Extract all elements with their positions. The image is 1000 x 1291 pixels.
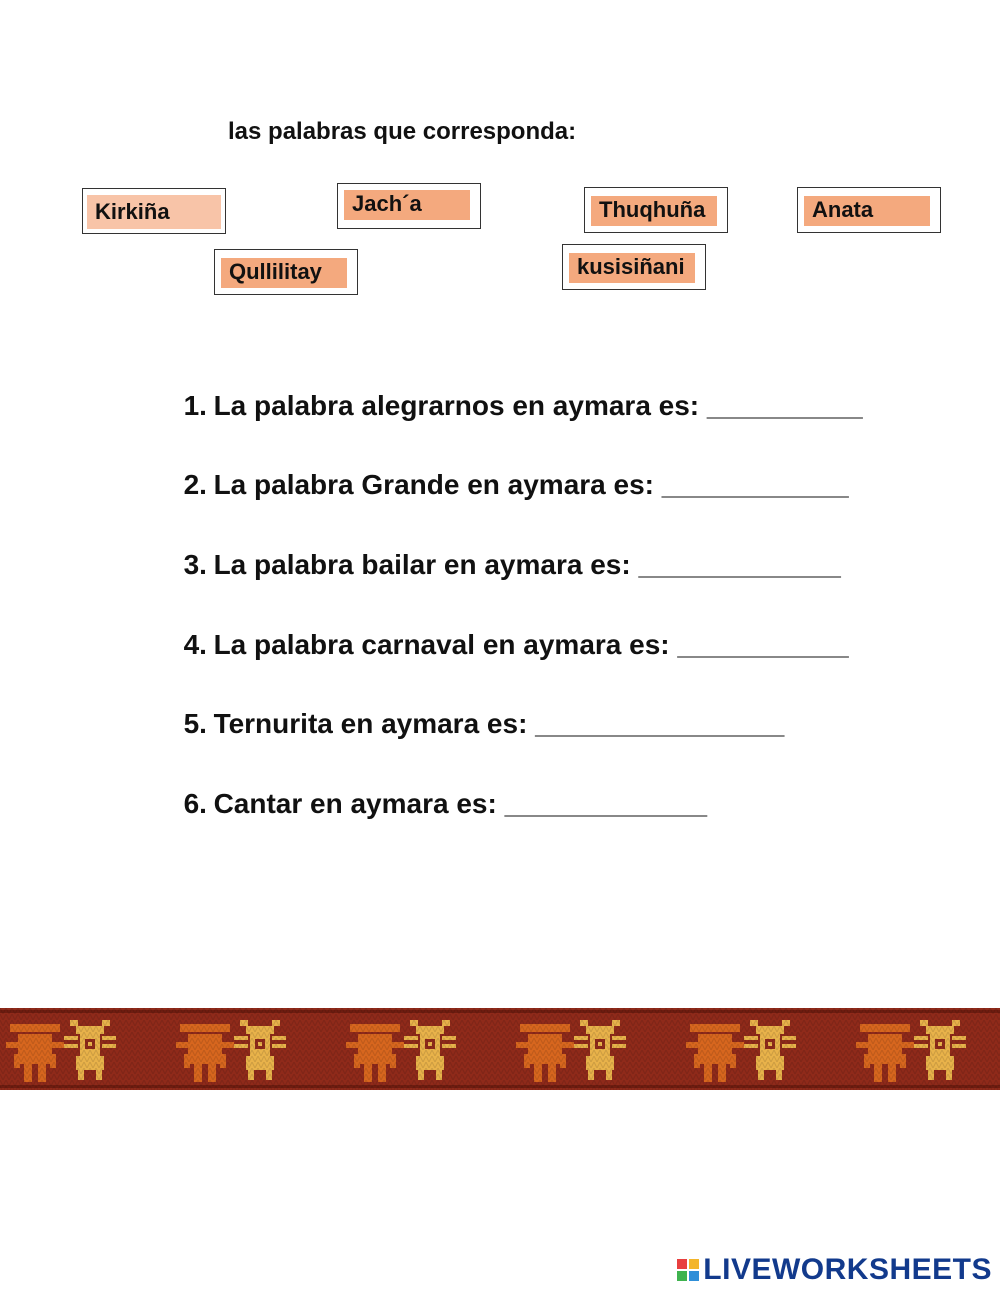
word-box-jacha[interactable] <box>337 183 481 229</box>
question-number: 2. <box>183 469 207 500</box>
question-text[interactable]: La palabra Grande en aymara es: ____________ <box>213 469 849 500</box>
question-text[interactable]: La palabra alegrarnos en aymara es: __________ <box>213 390 863 421</box>
question-text[interactable]: Ternurita en aymara es: ________________ <box>213 708 785 739</box>
logo-text: LIVEWORKSHEETS <box>703 1253 992 1286</box>
woven-pattern-band <box>0 1008 1000 1090</box>
question-number: 3. <box>183 549 207 580</box>
question-text[interactable]: La palabra bailar en aymara es: _____________ <box>213 549 841 580</box>
liveworksheets-logo[interactable] <box>677 1252 992 1288</box>
question-number: 6. <box>183 788 207 819</box>
word-box-kusisinani[interactable] <box>562 244 706 290</box>
word-box-kirkina[interactable] <box>82 188 226 234</box>
word-label: Qullilitay <box>221 258 347 288</box>
word-box-anata[interactable] <box>797 187 941 233</box>
question-number: 4. <box>183 629 207 660</box>
word-label: Anata <box>804 196 930 226</box>
word-label: Kirkiña <box>87 195 221 229</box>
question-text[interactable]: La palabra carnaval en aymara es: ___________ <box>213 629 849 660</box>
question-2 <box>168 437 849 501</box>
word-box-qullilitay[interactable] <box>214 249 358 295</box>
question-3 <box>168 517 841 581</box>
question-text[interactable]: Cantar en aymara es: _____________ <box>213 788 708 819</box>
question-number: 5. <box>183 708 207 739</box>
question-number: 1. <box>183 390 207 421</box>
liveworksheets-logo-icon <box>677 1259 699 1281</box>
instruction-text: las palabras que corresponda: <box>228 118 577 145</box>
question-1 <box>168 358 863 422</box>
question-5 <box>168 676 784 740</box>
question-6 <box>168 756 707 820</box>
word-label: kusisiñani <box>569 253 695 283</box>
word-box-thuqhuna[interactable] <box>584 187 728 233</box>
question-4 <box>168 597 849 661</box>
word-label: Thuqhuña <box>591 196 717 226</box>
word-label: Jach´a <box>344 190 470 220</box>
